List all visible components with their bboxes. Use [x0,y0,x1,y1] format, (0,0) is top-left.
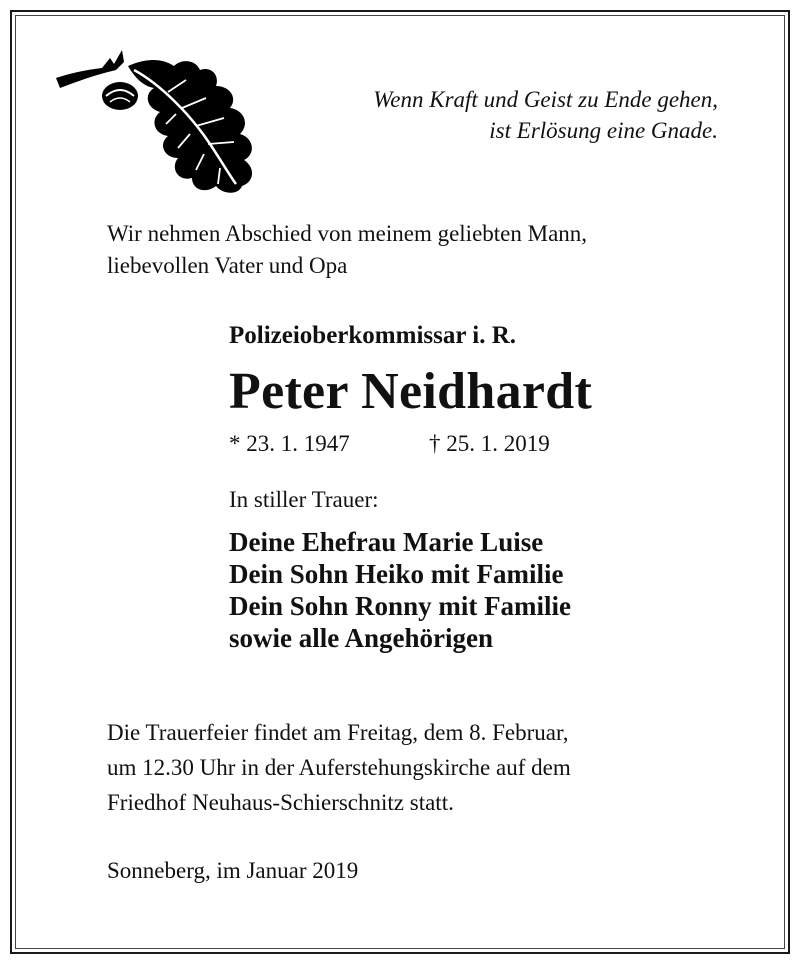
mourners-list [229,526,571,654]
mourner-item: Dein Sohn Heiko mit Familie [229,559,564,589]
place-and-date: Sonneberg, im Januar 2019 [107,858,359,883]
service-line-3: Friedhof Neuhaus-Schierschnitz statt. [107,790,454,815]
life-dates [229,428,550,460]
birth-date: * 23. 1. 1947 [229,431,350,456]
mourner-item: sowie alle Angehörigen [229,623,493,653]
mourner-item: Dein Sohn Ronny mit Familie [229,591,572,621]
mourning-label: In stiller Trauer: [229,487,379,512]
oak-leaf-with-acorn-icon [50,44,282,196]
mourner-item: Deine Ehefrau Marie Luise [229,527,544,557]
deceased-rank: Polizeioberkommissar i. R. [229,322,516,349]
service-line-1: Die Trauerfeier findet am Freitag, dem 8. Februar, [107,720,569,745]
quote-line-1: Wenn Kraft und Geist zu Ende gehen, [373,87,718,112]
quote-line-2: ist Erlösung eine Gnade. [489,118,718,143]
epigraph-quote [373,84,718,146]
intro-line-1: Wir nehmen Abschied von meinem geliebten Mann, [107,221,588,246]
deceased-name: Peter Neidhardt [229,363,593,420]
farewell-intro [107,218,587,282]
service-line-2: um 12.30 Uhr in der Auferstehungskirche auf dem [107,755,571,780]
death-date: † 25. 1. 2019 [429,431,550,456]
intro-line-2: liebevollen Vater und Opa [107,253,348,278]
funeral-service-info [107,715,571,820]
